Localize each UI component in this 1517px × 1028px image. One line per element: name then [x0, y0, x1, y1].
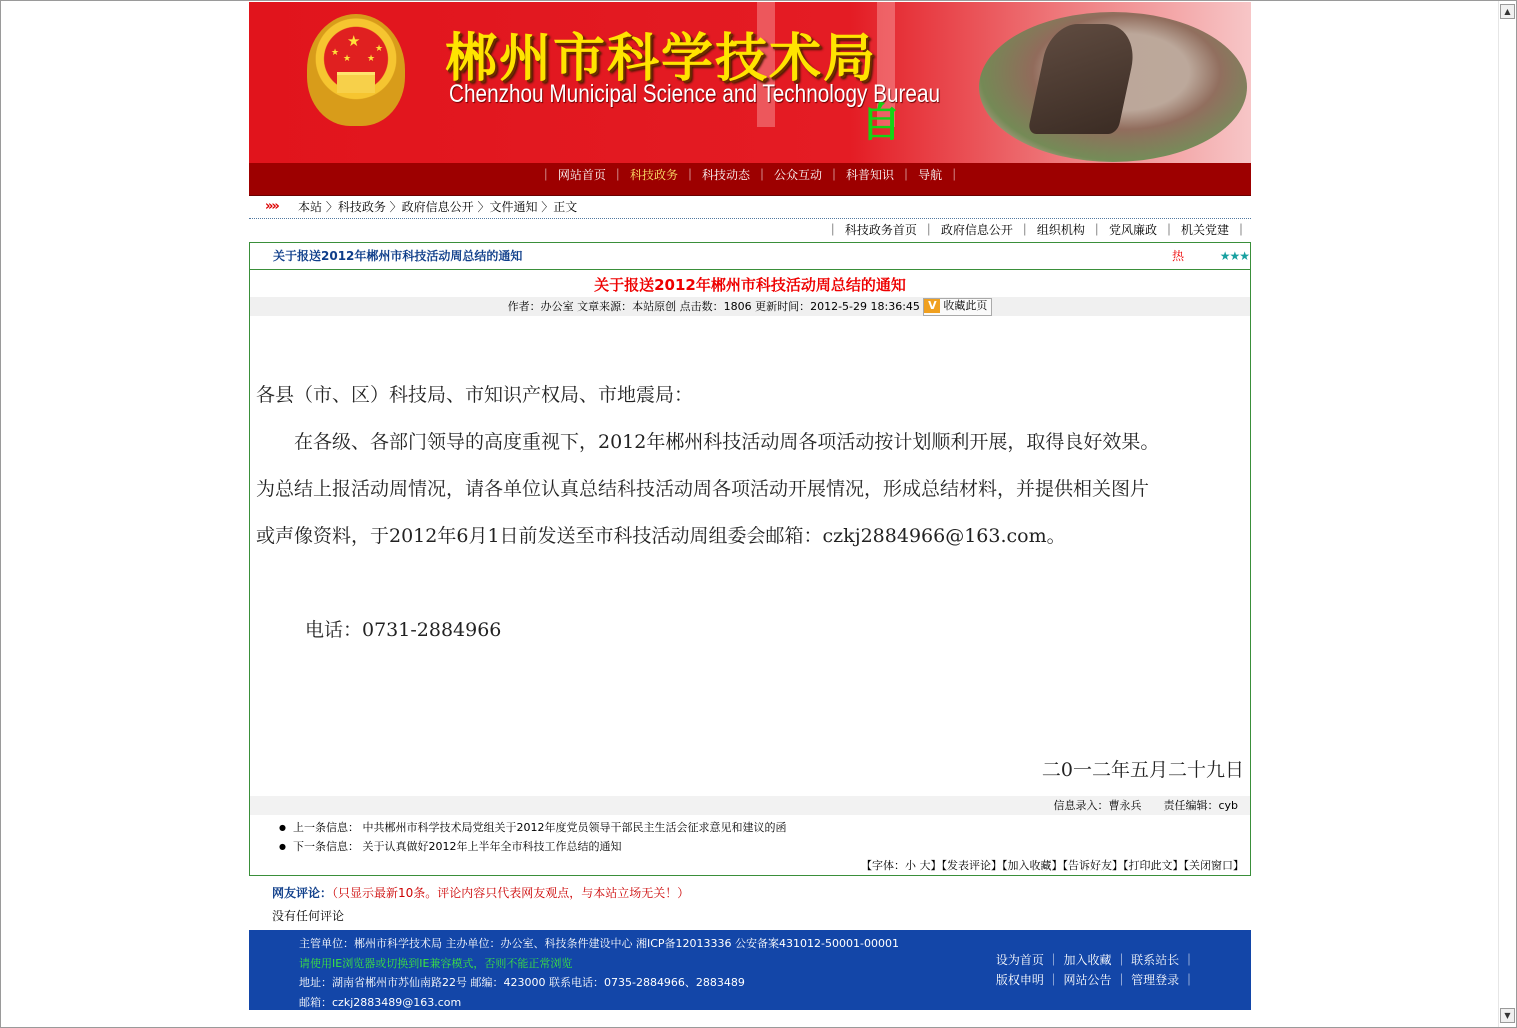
emblem-star-icon: ★ — [331, 48, 340, 58]
scroll-down-arrow-icon[interactable]: ▼ — [1500, 1008, 1515, 1023]
sub-nav: ｜ 科技政务首页 ｜ 政府信息公开 ｜ 组织机构 ｜ 党风廉政 ｜ 机关党建 ｜ — [826, 223, 1247, 237]
footer-links-row2[interactable]: 版权申明 ｜ 网站公告 ｜ 管理登录 ｜ — [995, 973, 1195, 987]
nav-navigation[interactable]: 导航 — [918, 168, 943, 182]
nav-news[interactable]: 科技动态 — [701, 168, 750, 182]
subnav-integrity[interactable]: 党风廉政 — [1108, 223, 1157, 237]
emblem-star-icon: ★ — [367, 54, 376, 64]
comments-note: （只显示最新10条。评论内容只代表网友观点，与本站立场无关！） — [332, 886, 690, 900]
emblem-gate — [337, 72, 375, 93]
footer-address: 地址：湖南省郴州市苏仙南路22号 邮编：423000 联系电话：0735-2884966、2883489 — [299, 976, 745, 989]
nav-science[interactable]: 科普知识 — [846, 168, 895, 182]
main-nav: ｜ 网站首页 ｜ 科技政务 ｜ 科技动态 ｜ 公众互动 ｜ 科普知识 ｜ 导航 ｜ — [249, 163, 1251, 196]
prev-next-list — [250, 818, 1250, 856]
subnav-info-public[interactable]: 政府信息公开 — [940, 223, 1013, 237]
site-title-cn: 郴州市科学技术局 — [445, 29, 878, 89]
page — [249, 2, 1251, 1009]
comments-section — [249, 876, 1251, 924]
footer-info — [299, 934, 899, 1012]
article-paragraph: 在各级、各部门领导的高度重视下，2012年郴州科技活动周各项活动按计划顺利开展，取得良好效果。 — [256, 431, 1160, 453]
nav-home[interactable]: 网站首页 — [557, 168, 606, 182]
article-title: 关于报送2012年郴州市科技活动周总结的通知 — [594, 276, 906, 294]
double-arrow-icon: »» — [265, 199, 278, 214]
vertical-scrollbar[interactable] — [1498, 1, 1516, 1027]
footer-links-row1[interactable]: 设为首页 ｜ 加入收藏 ｜ 联系站长 ｜ — [995, 953, 1195, 967]
article-box — [249, 242, 1251, 876]
footer-browser-warning: 请使用IE浏览器或切换到IE兼容模式，否则不能正常浏览 — [299, 956, 573, 970]
footer-sponsor: 主管单位：郴州市科学技术局 主办单位：办公室、科技条件建设中心 湘ICP备12013336 公安备案431012-50001-00001 — [299, 937, 899, 950]
footer-email: 邮箱：czkj2883489@163.com — [299, 995, 462, 1009]
nav-gov-affairs[interactable]: 科技政务 — [629, 168, 678, 182]
green-mark-icon: 自 — [861, 100, 901, 146]
meta-text: 作者：办公室 文章来源：本站原创 点击数：1806 更新时间：2012-5-29 18:36:45 — [507, 300, 924, 313]
article-head-title: 关于报送2012年郴州市科技活动周总结的通知 — [273, 249, 523, 263]
article-phone: 电话：0731-2884966 — [305, 619, 502, 641]
article-body — [250, 316, 1250, 796]
scroll-up-arrow-icon[interactable]: ▲ — [1500, 4, 1515, 19]
article-greeting: 各县（市、区）科技局、市知识产权局、市地震局： — [256, 384, 694, 406]
header-banner — [249, 2, 1251, 163]
subnav-organization[interactable]: 组织机构 — [1036, 223, 1085, 237]
subnav-gov-home[interactable]: 科技政务首页 — [844, 223, 917, 237]
breadcrumb — [249, 196, 1251, 219]
article-meta — [250, 297, 1250, 316]
breadcrumb-path[interactable]: 本站 〉科技政务 〉政府信息公开 〉文件通知 〉正文 — [298, 200, 578, 214]
footer — [249, 930, 1251, 1010]
hot-badge: 热 — [1172, 249, 1185, 263]
nav-interaction[interactable]: 公众互动 — [774, 168, 823, 182]
comments-label: 网友评论： — [272, 886, 333, 900]
rating-stars-icon: ★★★ — [1219, 249, 1249, 263]
no-comments-text: 没有任何评论 — [272, 909, 345, 923]
next-article-link[interactable]: ● 下一条信息： 关于认真做好2012年上半年全市科技工作总结的通知 — [293, 837, 1250, 856]
emblem-star-icon: ★ — [347, 32, 361, 50]
emblem-star-icon: ★ — [375, 44, 384, 54]
bookmark-button[interactable] — [923, 298, 992, 316]
prev-article-link[interactable]: ● 上一条信息： 中共郴州市科学技术局党组关于2012年度党员领导干部民主生活会征求意见和建议的函 — [293, 818, 1250, 837]
subnav-party[interactable]: 机关党建 — [1180, 223, 1229, 237]
article-date: 二0一二年五月二十九日 — [1041, 759, 1244, 781]
article-header-bar — [250, 243, 1250, 270]
national-emblem-icon — [307, 14, 405, 126]
article-paragraph: 为总结上报活动周情况，请各单位认真总结科技活动周各项活动开展情况，形成总结材料，并提供相关图片 — [256, 478, 1150, 500]
bookmark-label: 收藏此页 — [943, 299, 988, 312]
emblem-star-icon: ★ — [343, 54, 352, 64]
footer-links — [996, 950, 1195, 990]
site-title-en: Chenzhou Municipal Science and Technology Bureau — [449, 80, 941, 108]
article-paragraph: 或声像资料，于2012年6月1日前发送至市科技活动周组委会邮箱：czkj2884966@163.com。 — [256, 525, 1066, 547]
v-icon: V — [924, 299, 940, 313]
article-tools[interactable]: 【字体：小 大】【发表评论】【加入收藏】【告诉好友】【打印此文】【关闭窗口】 — [861, 859, 1244, 872]
article-editor-info: 信息录入：曹永兵 责任编辑：cyb — [250, 796, 1250, 815]
